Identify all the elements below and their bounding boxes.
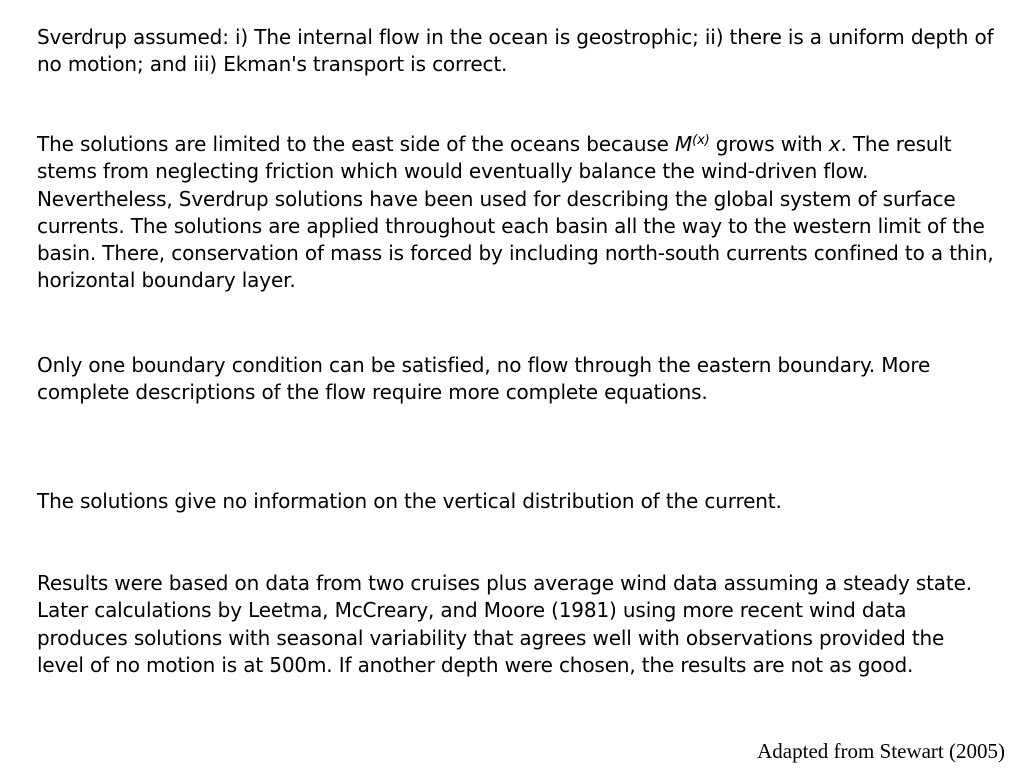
paragraph-sverdrup-assumptions: Sverdrup assumed: i) The internal flow in the ocean is geostrophic; ii) there is a uniform depth of no motion; and iii) Ekman's transport is correct. — [37, 25, 994, 77]
paragraph-text-segment: . The result stems from neglecting friction which would eventually balance the wind-driven flow. Nevertheless, Sverdrup solutions have been used for describing the global system of surface currents. The solutions are applied throughout each basin all the way to the western limit of the basin. There, conservation of mass is forced by including north-south currents confined to a thin, horizontal boundary layer. — [37, 132, 994, 293]
paragraph-text-segment: The solutions are limited to the east side of the oceans because — [37, 132, 676, 156]
source-credit: Adapted from Stewart (2005) — [757, 739, 1005, 763]
paragraph-text-segment: grows with — [709, 132, 829, 156]
paragraph-boundary-condition: Only one boundary condition can be satisfied, no flow through the eastern boundary. More complete descriptions of the flow require more complete equations. — [37, 353, 931, 405]
math-variable-x: x — [828, 132, 841, 156]
math-variable-m: M — [675, 132, 693, 156]
paragraph-vertical-distribution: The solutions give no information on the vertical distribution of the current. — [37, 489, 782, 513]
paragraph-results-data: Results were based on data from two cruises plus average wind data assuming a steady state. Later calculations by Leetma, McCreary, and Moore (1981) using more recent wind data produces solutions with seasonal variability that agrees well with observations provided the level of no motion is at 500m. If another depth were chosen, the results are not as good. — [37, 571, 972, 677]
paragraph-east-side-limitation — [37, 131, 997, 295]
math-superscript-x: (x) — [692, 133, 710, 148]
